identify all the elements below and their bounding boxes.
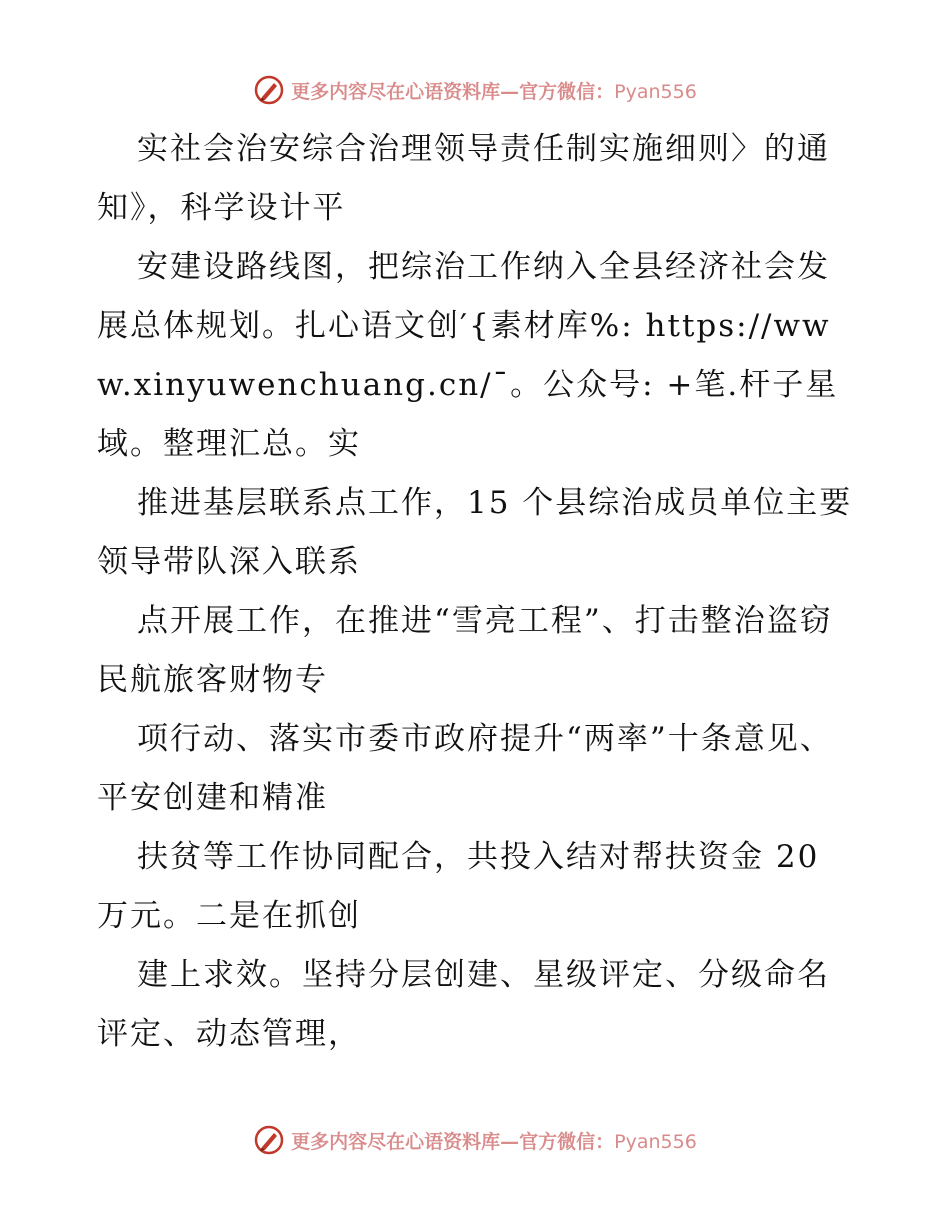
paragraph: 推进基层联系点工作，15 个县综治成员单位主要领导带队深入联系 xyxy=(97,485,853,580)
watermark-text: 更多内容尽在心语资料库—官方微信：Pyan556 xyxy=(291,80,697,103)
watermark-text: 更多内容尽在心语资料库—官方微信：Pyan556 xyxy=(291,1130,697,1153)
paragraph: 实社会治安综合治理领导责任制实施细则〉的通知》，科学设计平 xyxy=(97,131,830,226)
footer-watermark xyxy=(0,1120,950,1160)
paragraph: 安建设路线图，把综治工作纳入全县经济社会发展总体规划。扎心语文创′{素材库%: https://www.xinyuwenchuang.cn/¯。公众号: +笔.杆子星域。整理汇总。实 xyxy=(97,249,839,462)
header-watermark xyxy=(0,70,950,110)
paragraph: 扶贫等工作协同配合，共投入结对帮扶资金 20 万元。二是在抓创 xyxy=(97,839,820,934)
paragraph: 项行动、落实市委市政府提升“两率”十条意见、平安创建和精准 xyxy=(97,721,833,816)
paragraph: 点开展工作，在推进“雪亮工程”、打击整治盗窃民航旅客财物专 xyxy=(97,603,833,698)
pen-logo-icon xyxy=(253,74,285,106)
watermark-wechat-id: Pyan556 xyxy=(614,1130,697,1153)
pen-logo-icon xyxy=(253,1124,285,1156)
paragraph: 建上求效。坚持分层创建、星级评定、分级命名评定、动态管理， xyxy=(97,957,830,1052)
watermark-wechat-id: Pyan556 xyxy=(614,80,697,103)
document-body xyxy=(97,120,857,1064)
